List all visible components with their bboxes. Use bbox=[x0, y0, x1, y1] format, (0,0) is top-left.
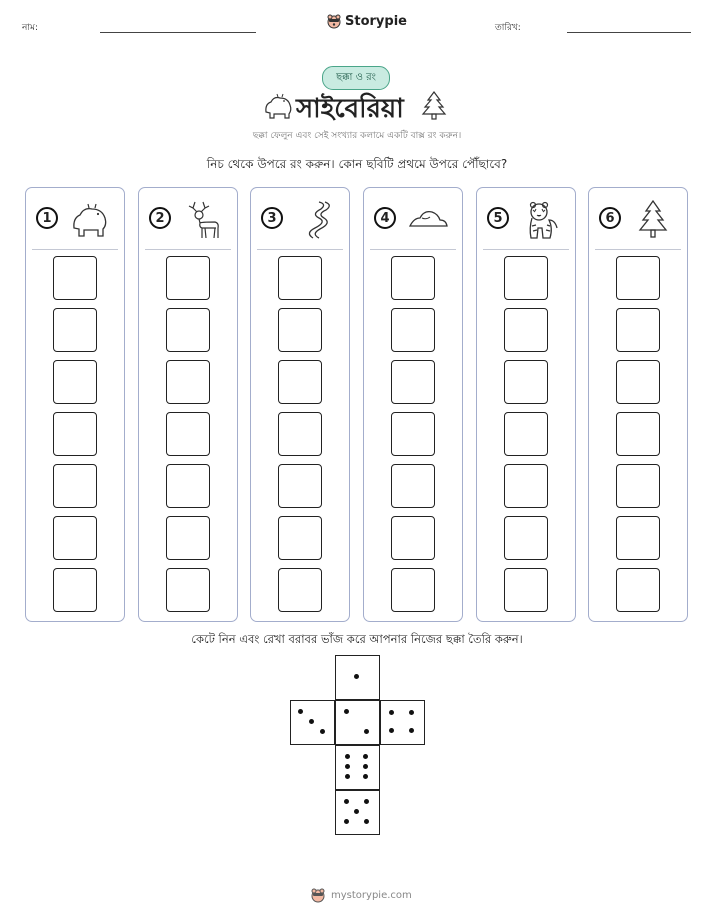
dice-face-5[interactable] bbox=[335, 790, 380, 835]
instruction-text: নিচ থেকে উপরে রং করুন। কোন ছবিটি প্রথমে উপরে পৌঁছাবে? bbox=[206, 157, 508, 171]
color-box[interactable] bbox=[278, 516, 322, 560]
column-divider bbox=[370, 249, 456, 250]
color-box[interactable] bbox=[166, 360, 210, 404]
color-box[interactable] bbox=[166, 308, 210, 352]
color-box[interactable] bbox=[53, 308, 97, 352]
dice-pip bbox=[364, 819, 369, 824]
column-number: 3 bbox=[261, 207, 283, 229]
column-3 bbox=[250, 187, 350, 622]
dice-pip bbox=[298, 709, 303, 714]
bear-icon bbox=[68, 198, 112, 242]
color-box[interactable] bbox=[504, 568, 548, 612]
dice-face-1[interactable] bbox=[335, 655, 380, 700]
color-box[interactable] bbox=[53, 256, 97, 300]
dice-pip bbox=[409, 728, 414, 733]
dice-face-6[interactable] bbox=[335, 745, 380, 790]
pine-tree-icon bbox=[631, 198, 675, 242]
dice-pip bbox=[364, 799, 369, 804]
color-box[interactable] bbox=[616, 412, 660, 456]
dice-pip bbox=[354, 809, 359, 814]
color-box[interactable] bbox=[616, 360, 660, 404]
color-box[interactable] bbox=[278, 360, 322, 404]
brand-logo bbox=[326, 13, 407, 29]
color-box[interactable] bbox=[616, 256, 660, 300]
dice-face-4[interactable] bbox=[380, 700, 425, 745]
storypie-mascot-icon bbox=[326, 13, 342, 29]
dice-pip bbox=[364, 729, 369, 734]
column-5 bbox=[476, 187, 576, 622]
dice-pip bbox=[344, 709, 349, 714]
column-number: 1 bbox=[36, 207, 58, 229]
name-label: নাম: bbox=[22, 23, 39, 33]
color-box[interactable] bbox=[53, 360, 97, 404]
color-box[interactable] bbox=[166, 464, 210, 508]
column-2 bbox=[138, 187, 238, 622]
color-box[interactable] bbox=[616, 464, 660, 508]
color-box[interactable] bbox=[504, 360, 548, 404]
column-4 bbox=[363, 187, 463, 622]
color-box[interactable] bbox=[278, 412, 322, 456]
dice-face-3[interactable] bbox=[290, 700, 335, 745]
date-line[interactable] bbox=[567, 32, 691, 33]
column-divider bbox=[483, 249, 569, 250]
dice-pip bbox=[389, 710, 394, 715]
color-box[interactable] bbox=[504, 256, 548, 300]
color-box[interactable] bbox=[278, 256, 322, 300]
color-box[interactable] bbox=[391, 464, 435, 508]
dice-pip bbox=[344, 819, 349, 824]
color-box[interactable] bbox=[504, 412, 548, 456]
brand-name: Storypie bbox=[345, 13, 407, 29]
dice-pip bbox=[309, 719, 314, 724]
snow-pile-icon bbox=[406, 198, 450, 242]
column-number: 5 bbox=[487, 207, 509, 229]
column-number: 4 bbox=[374, 207, 396, 229]
name-line[interactable] bbox=[100, 32, 256, 33]
color-box[interactable] bbox=[391, 308, 435, 352]
color-box[interactable] bbox=[166, 568, 210, 612]
color-box[interactable] bbox=[53, 412, 97, 456]
dice-pip bbox=[409, 710, 414, 715]
column-number: 6 bbox=[599, 207, 621, 229]
dice-pip bbox=[344, 799, 349, 804]
color-box[interactable] bbox=[616, 568, 660, 612]
dice-pip bbox=[320, 729, 325, 734]
color-box[interactable] bbox=[278, 308, 322, 352]
dice-pip bbox=[363, 774, 368, 779]
color-box[interactable] bbox=[53, 464, 97, 508]
dice-pip bbox=[363, 764, 368, 769]
footer bbox=[310, 887, 412, 903]
color-box[interactable] bbox=[616, 308, 660, 352]
color-box[interactable] bbox=[278, 464, 322, 508]
color-box[interactable] bbox=[504, 516, 548, 560]
color-box[interactable] bbox=[278, 568, 322, 612]
color-box[interactable] bbox=[53, 516, 97, 560]
color-box[interactable] bbox=[166, 256, 210, 300]
column-divider bbox=[32, 249, 118, 250]
date-label: তারিখ: bbox=[495, 23, 521, 33]
category-badge: ছক্কা ও রং bbox=[322, 66, 390, 90]
column-number: 2 bbox=[149, 207, 171, 229]
dice-pip bbox=[345, 764, 350, 769]
dice-pip bbox=[363, 754, 368, 759]
color-box[interactable] bbox=[504, 464, 548, 508]
color-box[interactable] bbox=[53, 568, 97, 612]
river-icon bbox=[293, 198, 337, 242]
bear-icon bbox=[262, 92, 294, 120]
footer-url[interactable]: mystorypie.com bbox=[331, 889, 412, 901]
color-box[interactable] bbox=[391, 516, 435, 560]
reindeer-icon bbox=[181, 198, 225, 242]
column-divider bbox=[257, 249, 343, 250]
color-box[interactable] bbox=[391, 360, 435, 404]
color-box[interactable] bbox=[166, 412, 210, 456]
column-divider bbox=[595, 249, 681, 250]
dice-pip bbox=[345, 774, 350, 779]
column-divider bbox=[145, 249, 231, 250]
dice-pip bbox=[389, 728, 394, 733]
column-1 bbox=[25, 187, 125, 622]
color-box[interactable] bbox=[391, 412, 435, 456]
color-box[interactable] bbox=[166, 516, 210, 560]
color-box[interactable] bbox=[616, 516, 660, 560]
storypie-mascot-icon bbox=[310, 887, 326, 903]
cut-instruction: কেটে নিন এবং রেখা বরাবর ভাঁজ করে আপনার নিজের ছক্কা তৈরি করুন। bbox=[191, 632, 523, 646]
page-title: সাইবেরিয়া bbox=[296, 94, 404, 124]
pine-tree-icon bbox=[420, 90, 448, 122]
subtitle: ছক্কা ফেলুন এবং সেই সংখ্যার কলামে একটি বাক্স রং করুন। bbox=[252, 131, 462, 141]
dice-face-2[interactable] bbox=[335, 700, 380, 745]
column-6 bbox=[588, 187, 688, 622]
color-box[interactable] bbox=[391, 256, 435, 300]
dice-pip bbox=[345, 754, 350, 759]
color-box[interactable] bbox=[391, 568, 435, 612]
color-box[interactable] bbox=[504, 308, 548, 352]
tiger-icon bbox=[519, 198, 563, 242]
dice-pip bbox=[354, 674, 359, 679]
